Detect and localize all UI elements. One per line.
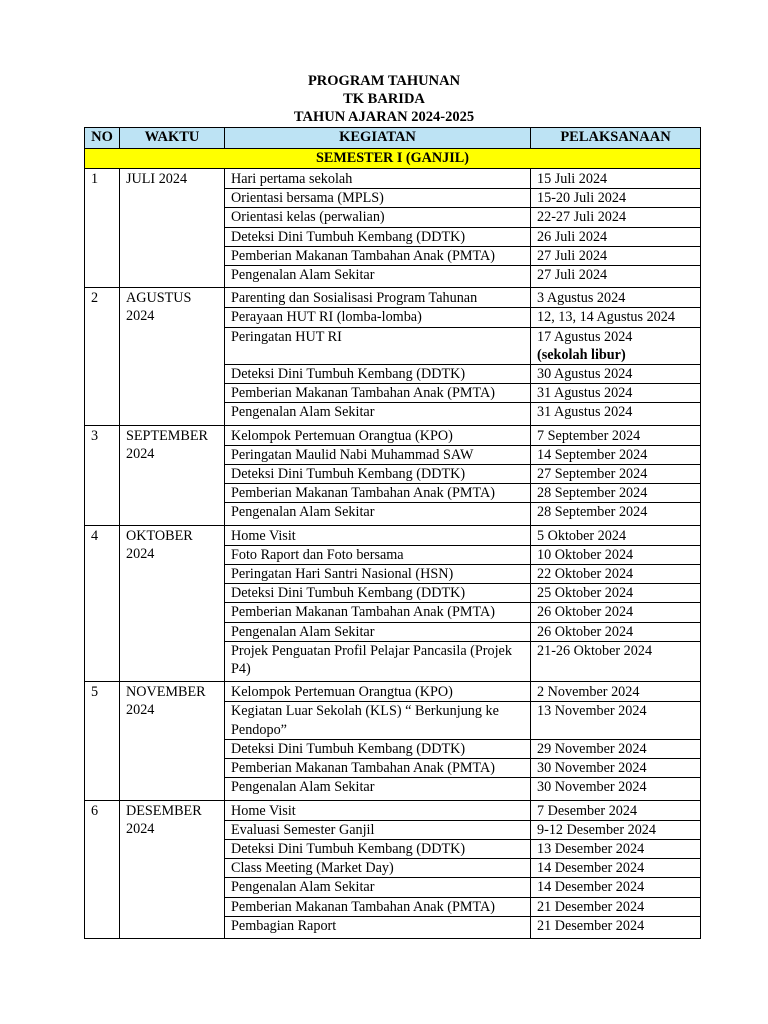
pelaksanaan-cell	[531, 227, 701, 246]
pelaksanaan-cell	[531, 702, 701, 739]
pelaksanaan-date: 30 November 2024	[537, 779, 647, 796]
semester-row	[85, 149, 701, 169]
kegiatan-cell: Pengenalan Alam Sekitar	[225, 778, 531, 800]
pelaksanaan-date: 28 September 2024	[537, 485, 648, 502]
pelaksanaan-date: 27 Juli 2024	[537, 247, 608, 264]
kegiatan-cell: Pemberian Makanan Tambahan Anak (PMTA)	[225, 484, 531, 503]
pelaksanaan-date: 22 Oktober 2024	[537, 566, 634, 583]
pelaksanaan-date: 17 Agustus 2024	[537, 328, 633, 345]
pelaksanaan-cell	[531, 759, 701, 778]
pelaksanaan-cell	[531, 820, 701, 839]
pelaksanaan-date: 26 Oktober 2024	[537, 623, 634, 640]
header-pelaksanaan: PELAKSANAAN	[531, 128, 701, 149]
pelaksanaan-cell	[531, 327, 701, 364]
kegiatan-cell: Pemberian Makanan Tambahan Anak (PMTA)	[225, 384, 531, 403]
kegiatan-cell: Deteksi Dini Tumbuh Kembang (DDTK)	[225, 227, 531, 246]
pelaksanaan-cell	[531, 682, 701, 702]
pelaksanaan-date: 22-27 Juli 2024	[537, 209, 627, 226]
kegiatan-cell: Deteksi Dini Tumbuh Kembang (DDTK)	[225, 584, 531, 603]
month-number: 6	[85, 800, 120, 938]
pelaksanaan-date: 14 Desember 2024	[537, 879, 645, 896]
pelaksanaan-date: 21-26 Oktober 2024	[537, 642, 653, 659]
month-waktu: SEPTEMBER 2024	[120, 425, 225, 525]
pelaksanaan-cell	[531, 525, 701, 545]
kegiatan-cell: Orientasi bersama (MPLS)	[225, 189, 531, 208]
pelaksanaan-cell	[531, 288, 701, 308]
month-number: 2	[85, 288, 120, 425]
pelaksanaan-note: (sekolah libur)	[537, 346, 626, 363]
kegiatan-cell: Deteksi Dini Tumbuh Kembang (DDTK)	[225, 365, 531, 384]
pelaksanaan-date: 29 November 2024	[537, 740, 647, 757]
kegiatan-cell: Hari pertama sekolah	[225, 169, 531, 189]
kegiatan-cell: Pengenalan Alam Sekitar	[225, 622, 531, 641]
pelaksanaan-cell	[531, 916, 701, 938]
pelaksanaan-date: 13 November 2024	[537, 703, 647, 720]
pelaksanaan-date: 13 Desember 2024	[537, 840, 645, 857]
kegiatan-cell: Perayaan HUT RI (lomba-lomba)	[225, 308, 531, 327]
month-waktu: OKTOBER 2024	[120, 525, 225, 682]
pelaksanaan-date: 27 Juli 2024	[537, 267, 608, 284]
pelaksanaan-date: 31 Agustus 2024	[537, 404, 633, 421]
table-row	[85, 525, 701, 545]
program-table	[84, 127, 701, 939]
pelaksanaan-date: 5 Oktober 2024	[537, 527, 627, 544]
pelaksanaan-date: 30 November 2024	[537, 760, 647, 777]
kegiatan-cell: Deteksi Dini Tumbuh Kembang (DDTK)	[225, 465, 531, 484]
pelaksanaan-cell	[531, 266, 701, 288]
kegiatan-cell: Pemberian Makanan Tambahan Anak (PMTA)	[225, 246, 531, 265]
document-heading	[0, 72, 768, 126]
month-number: 5	[85, 682, 120, 800]
kegiatan-cell: Kegiatan Luar Sekolah (KLS) “ Berkunjung ke Pendopo”	[225, 702, 531, 739]
month-waktu: DESEMBER 2024	[120, 800, 225, 938]
header-waktu: WAKTU	[120, 128, 225, 149]
pelaksanaan-date: 31 Agustus 2024	[537, 385, 633, 402]
month-number: 1	[85, 169, 120, 288]
kegiatan-cell: Pengenalan Alam Sekitar	[225, 503, 531, 525]
pelaksanaan-cell	[531, 484, 701, 503]
pelaksanaan-cell	[531, 859, 701, 878]
pelaksanaan-cell	[531, 622, 701, 641]
kegiatan-cell: Home Visit	[225, 525, 531, 545]
pelaksanaan-cell	[531, 603, 701, 622]
kegiatan-cell: Projek Penguatan Profil Pelajar Pancasila (Projek P4)	[225, 641, 531, 681]
pelaksanaan-date: 7 September 2024	[537, 427, 641, 444]
pelaksanaan-cell	[531, 208, 701, 227]
pelaksanaan-date: 9-12 Desember 2024	[537, 821, 656, 838]
kegiatan-cell: Pemberian Makanan Tambahan Anak (PMTA)	[225, 759, 531, 778]
pelaksanaan-cell	[531, 465, 701, 484]
pelaksanaan-cell	[531, 545, 701, 564]
pelaksanaan-date: 28 September 2024	[537, 504, 648, 521]
pelaksanaan-cell	[531, 839, 701, 858]
pelaksanaan-cell	[531, 503, 701, 525]
pelaksanaan-date: 21 Desember 2024	[537, 917, 645, 934]
pelaksanaan-cell	[531, 897, 701, 916]
table-header-row	[85, 128, 701, 149]
pelaksanaan-date: 30 Agustus 2024	[537, 366, 633, 383]
pelaksanaan-date: 26 Juli 2024	[537, 228, 608, 245]
kegiatan-cell: Kelompok Pertemuan Orangtua (KPO)	[225, 682, 531, 702]
pelaksanaan-cell	[531, 403, 701, 425]
heading-title: PROGRAM TAHUNAN	[307, 73, 461, 89]
pelaksanaan-cell	[531, 878, 701, 897]
month-waktu: NOVEMBER 2024	[120, 682, 225, 800]
table-row	[85, 682, 701, 702]
kegiatan-cell: Deteksi Dini Tumbuh Kembang (DDTK)	[225, 839, 531, 858]
pelaksanaan-cell	[531, 641, 701, 681]
pelaksanaan-date: 21 Desember 2024	[537, 898, 645, 915]
heading-school: TK BARIDA	[343, 91, 425, 107]
pelaksanaan-date: 12, 13, 14 Agustus 2024	[537, 309, 675, 326]
pelaksanaan-date: 15-20 Juli 2024	[537, 190, 627, 207]
kegiatan-cell: Evaluasi Semester Ganjil	[225, 820, 531, 839]
pelaksanaan-date: 7 Desember 2024	[537, 802, 638, 819]
kegiatan-cell: Foto Raport dan Foto bersama	[225, 545, 531, 564]
pelaksanaan-cell	[531, 169, 701, 189]
heading-year: TAHUN AJARAN 2024-2025	[293, 109, 475, 125]
kegiatan-cell: Pengenalan Alam Sekitar	[225, 266, 531, 288]
pelaksanaan-cell	[531, 739, 701, 758]
kegiatan-cell: Peringatan HUT RI	[225, 327, 531, 364]
table-row	[85, 169, 701, 189]
kegiatan-cell: Kelompok Pertemuan Orangtua (KPO)	[225, 425, 531, 445]
kegiatan-cell: Home Visit	[225, 800, 531, 820]
pelaksanaan-cell	[531, 778, 701, 800]
kegiatan-cell: Pemberian Makanan Tambahan Anak (PMTA)	[225, 897, 531, 916]
semester-label: SEMESTER I (GANJIL)	[85, 149, 701, 169]
month-waktu: AGUSTUS 2024	[120, 288, 225, 425]
pelaksanaan-cell	[531, 445, 701, 464]
header-kegiatan: KEGIATAN	[225, 128, 531, 149]
pelaksanaan-cell	[531, 189, 701, 208]
pelaksanaan-date: 14 Desember 2024	[537, 860, 645, 877]
month-number: 4	[85, 525, 120, 682]
pelaksanaan-cell	[531, 365, 701, 384]
pelaksanaan-date: 10 Oktober 2024	[537, 546, 634, 563]
kegiatan-cell: Pengenalan Alam Sekitar	[225, 403, 531, 425]
pelaksanaan-cell	[531, 800, 701, 820]
pelaksanaan-cell	[531, 584, 701, 603]
pelaksanaan-cell	[531, 308, 701, 327]
pelaksanaan-cell	[531, 565, 701, 584]
pelaksanaan-date: 15 Juli 2024	[537, 171, 608, 187]
month-waktu: JULI 2024	[120, 169, 225, 288]
pelaksanaan-date: 2 November 2024	[537, 684, 640, 701]
kegiatan-cell: Parenting dan Sosialisasi Program Tahunan	[225, 288, 531, 308]
pelaksanaan-cell	[531, 384, 701, 403]
table-row	[85, 800, 701, 820]
table-row	[85, 425, 701, 445]
kegiatan-cell: Peringatan Maulid Nabi Muhammad SAW	[225, 445, 531, 464]
pelaksanaan-date: 27 September 2024	[537, 466, 648, 483]
kegiatan-cell: Class Meeting (Market Day)	[225, 859, 531, 878]
pelaksanaan-cell	[531, 246, 701, 265]
header-no: NO	[85, 128, 120, 149]
pelaksanaan-cell	[531, 425, 701, 445]
pelaksanaan-date: 26 Oktober 2024	[537, 604, 634, 621]
table-row	[85, 288, 701, 308]
kegiatan-cell: Pembagian Raport	[225, 916, 531, 938]
kegiatan-cell: Pemberian Makanan Tambahan Anak (PMTA)	[225, 603, 531, 622]
pelaksanaan-date: 14 September 2024	[537, 446, 648, 463]
month-number: 3	[85, 425, 120, 525]
pelaksanaan-date: 3 Agustus 2024	[537, 290, 626, 307]
kegiatan-cell: Peringatan Hari Santri Nasional (HSN)	[225, 565, 531, 584]
kegiatan-cell: Pengenalan Alam Sekitar	[225, 878, 531, 897]
kegiatan-cell: Orientasi kelas (perwalian)	[225, 208, 531, 227]
pelaksanaan-date: 25 Oktober 2024	[537, 585, 634, 602]
kegiatan-cell: Deteksi Dini Tumbuh Kembang (DDTK)	[225, 739, 531, 758]
